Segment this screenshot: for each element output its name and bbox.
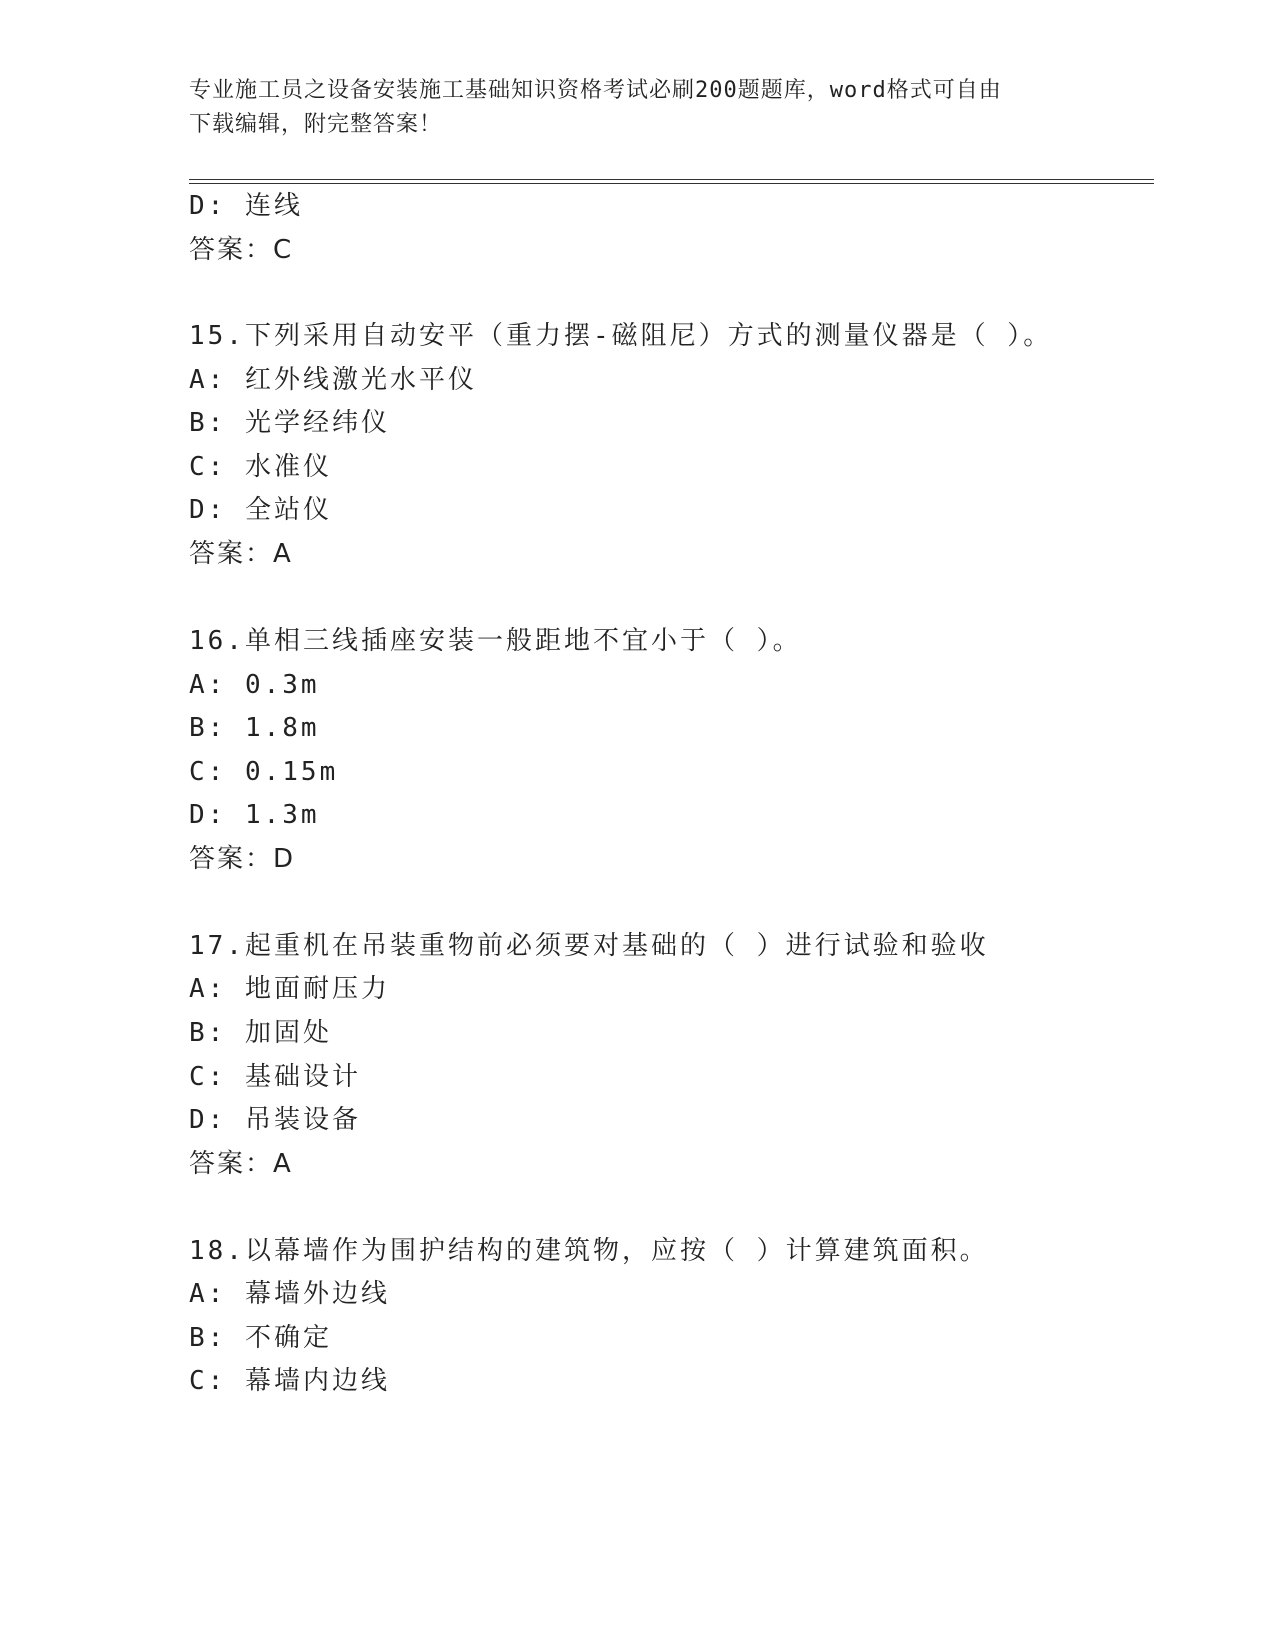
prev-answer: 答案：C — [189, 235, 294, 265]
q15-option-b: B: 光学经纬仪 — [189, 408, 390, 438]
q15-option-d: D: 全站仪 — [189, 495, 332, 525]
q17-answer: 答案：A — [189, 1149, 293, 1179]
header-line-2: 下载编辑，附完整答案！ — [189, 112, 443, 137]
q16-option-a: A: 0.3m — [189, 670, 320, 700]
q18-option-b: B: 不确定 — [189, 1323, 332, 1353]
q17-stem: 17.起重机在吊装重物前必须要对基础的（ ）进行试验和验收 — [189, 931, 989, 961]
q15-option-a: A: 红外线激光水平仪 — [189, 365, 477, 395]
header-rule-bottom — [189, 183, 1154, 184]
q15-answer: 答案：A — [189, 539, 293, 569]
q17-option-a: A: 地面耐压力 — [189, 974, 390, 1004]
q16-answer: 答案：D — [189, 844, 296, 874]
q17-option-b: B: 加固处 — [189, 1018, 332, 1048]
q18-option-c: C: 幕墙内边线 — [189, 1366, 390, 1396]
q15-option-c: C: 水准仪 — [189, 452, 332, 482]
document-header — [189, 74, 1089, 142]
q17-option-d: D: 吊装设备 — [189, 1105, 361, 1135]
q18-option-a: A: 幕墙外边线 — [189, 1279, 390, 1309]
prev-option-d: D: 连线 — [189, 191, 303, 221]
q17-option-c: C: 基础设计 — [189, 1062, 361, 1092]
q16-option-b: B: 1.8m — [189, 713, 320, 743]
q16-stem: 16.单相三线插座安装一般距地不宜小于（ ）。 — [189, 626, 802, 656]
q18-stem: 18.以幕墙作为围护结构的建筑物，应按（ ）计算建筑面积。 — [189, 1236, 989, 1266]
q15-stem: 15.下列采用自动安平（重力摆-磁阻尼）方式的测量仪器是（ ）。 — [189, 321, 1053, 351]
header-line-1: 专业施工员之设备安装施工基础知识资格考试必刷200题题库，word格式可自由 — [189, 78, 1002, 103]
header-rule-top — [189, 179, 1154, 180]
q16-option-d: D: 1.3m — [189, 800, 320, 830]
q16-option-c: C: 0.15m — [189, 757, 339, 787]
